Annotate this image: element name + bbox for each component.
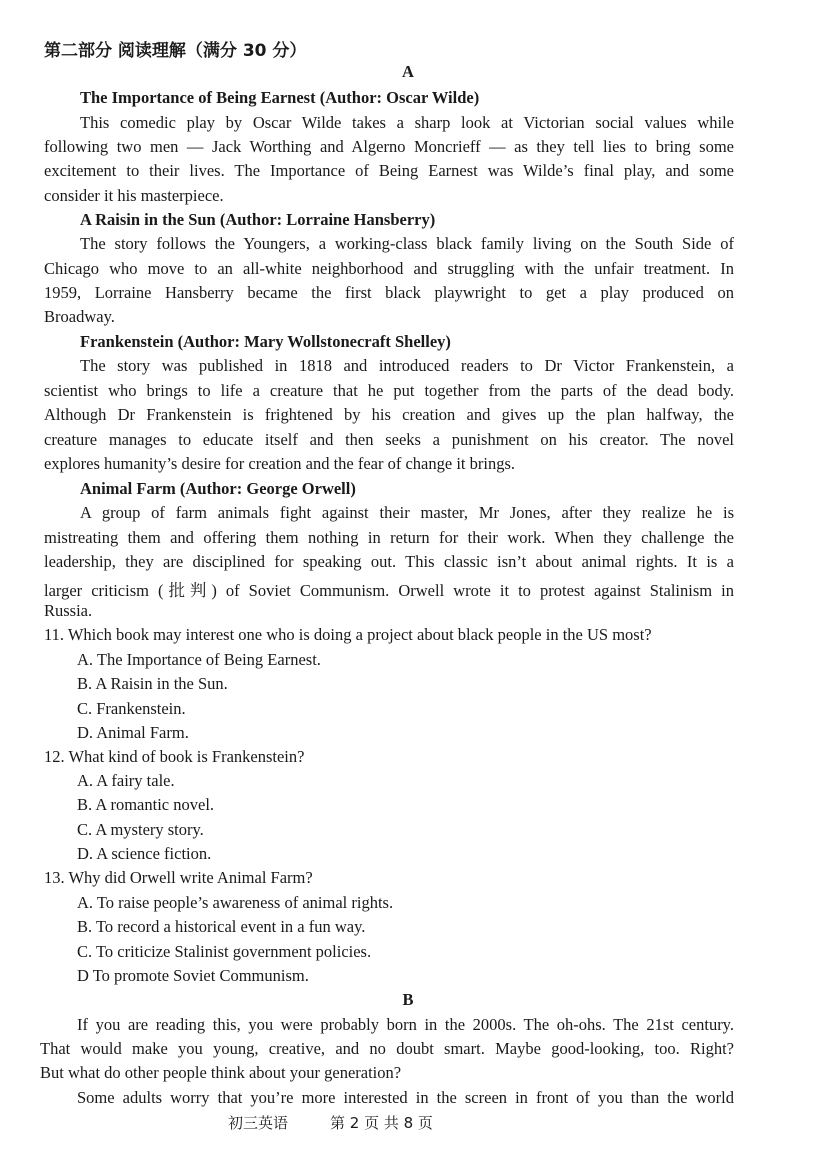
answer-option: A. A fairy tale. [77, 771, 175, 790]
section-header: 第二部分 阅读理解（满分 30 分） [44, 41, 307, 61]
book4-line: larger criticism (批判) of Soviet Communism. Orwell wrote it to protest against Stalinism in [44, 581, 734, 600]
book2-line: 1959, Lorraine Hansberry became the first black playwright to get a play produced on [44, 283, 734, 302]
book1-line: consider it his masterpiece. [44, 186, 224, 205]
answer-option: D. Animal Farm. [77, 723, 189, 742]
part-b-line: That would make you young, creative, and no doubt smart. Maybe good-looking, too. Right? [40, 1039, 734, 1058]
book3-title: Frankenstein (Author: Mary Wollstonecraft Shelley) [80, 332, 451, 351]
book1-line: excitement to their lives. The Importance of Being Earnest was Wilde’s final play, and some [44, 161, 734, 180]
answer-option: B. To record a historical event in a fun way. [77, 917, 366, 936]
answer-option: C. A mystery story. [77, 820, 204, 839]
part-a-label: A [402, 62, 414, 81]
question-stem: 13. Why did Orwell write Animal Farm? [44, 868, 313, 887]
answer-option: D. A science fiction. [77, 844, 212, 863]
answer-option: A. The Importance of Being Earnest. [77, 650, 321, 669]
answer-option: B. A Raisin in the Sun. [77, 674, 228, 693]
part-b-line: Some adults worry that you’re more interested in the screen in front of you than the world [77, 1088, 734, 1107]
footer-subject: 初三英语 [228, 1114, 289, 1132]
answer-option: B. A romantic novel. [77, 795, 215, 814]
book2-title: A Raisin in the Sun (Author: Lorraine Hansberry) [80, 210, 436, 229]
answer-option: C. To criticize Stalinist government policies. [77, 942, 372, 961]
book1-line: following two men — Jack Worthing and Algerno Moncrieff — as they tell lies to bring some [44, 137, 734, 156]
book4-line: A group of farm animals fight against their master, Mr Jones, after they realize he is [80, 503, 734, 522]
answer-option: D To promote Soviet Communism. [77, 966, 309, 985]
book3-line: explores humanity’s desire for creation and the fear of change it brings. [44, 454, 515, 473]
answer-option: C. Frankenstein. [77, 699, 186, 718]
part-b-label: B [402, 990, 414, 1009]
book4-title: Animal Farm (Author: George Orwell) [80, 479, 356, 498]
book4-line: mistreating them and offering them nothing in return for their work. When they challenge the [44, 528, 734, 547]
question-stem: 11. Which book may interest one who is doing a project about black people in the US most? [44, 625, 652, 644]
book2-line: The story follows the Youngers, a working-class black family living on the South Side of [80, 234, 734, 253]
book3-line: scientist who brings to life a creature that he put together from the parts of the dead body. [44, 381, 734, 400]
book2-line: Chicago who move to an all-white neighborhood and struggling with the unfair treatment. In [44, 259, 734, 278]
footer-page-number: 第 2 页 共 8 页 [330, 1114, 433, 1132]
book2-line: Broadway. [44, 307, 115, 326]
part-b-line: But what do other people think about your generation? [40, 1063, 402, 1082]
book1-line: This comedic play by Oscar Wilde takes a sharp look at Victorian social values while [80, 113, 734, 132]
book3-line: Although Dr Frankenstein is frightened by his creation and gives up the plan halfway, the [44, 405, 734, 424]
book3-line: The story was published in 1818 and introduced readers to Dr Victor Frankenstein, a [80, 356, 734, 375]
question-stem: 12. What kind of book is Frankenstein? [44, 747, 305, 766]
book1-title: The Importance of Being Earnest (Author: Oscar Wilde) [80, 88, 480, 107]
book4-line: leadership, they are disciplined for speaking out. This classic isn’t about animal rights. It is a [44, 552, 734, 571]
book4-line: Russia. [44, 601, 93, 620]
answer-option: A. To raise people’s awareness of animal rights. [77, 893, 394, 912]
part-b-line: If you are reading this, you were probably born in the 2000s. The oh-ohs. The 21st century. [77, 1015, 734, 1034]
book3-line: creature manages to educate itself and then seeks a punishment on his creator. The novel [44, 430, 734, 449]
